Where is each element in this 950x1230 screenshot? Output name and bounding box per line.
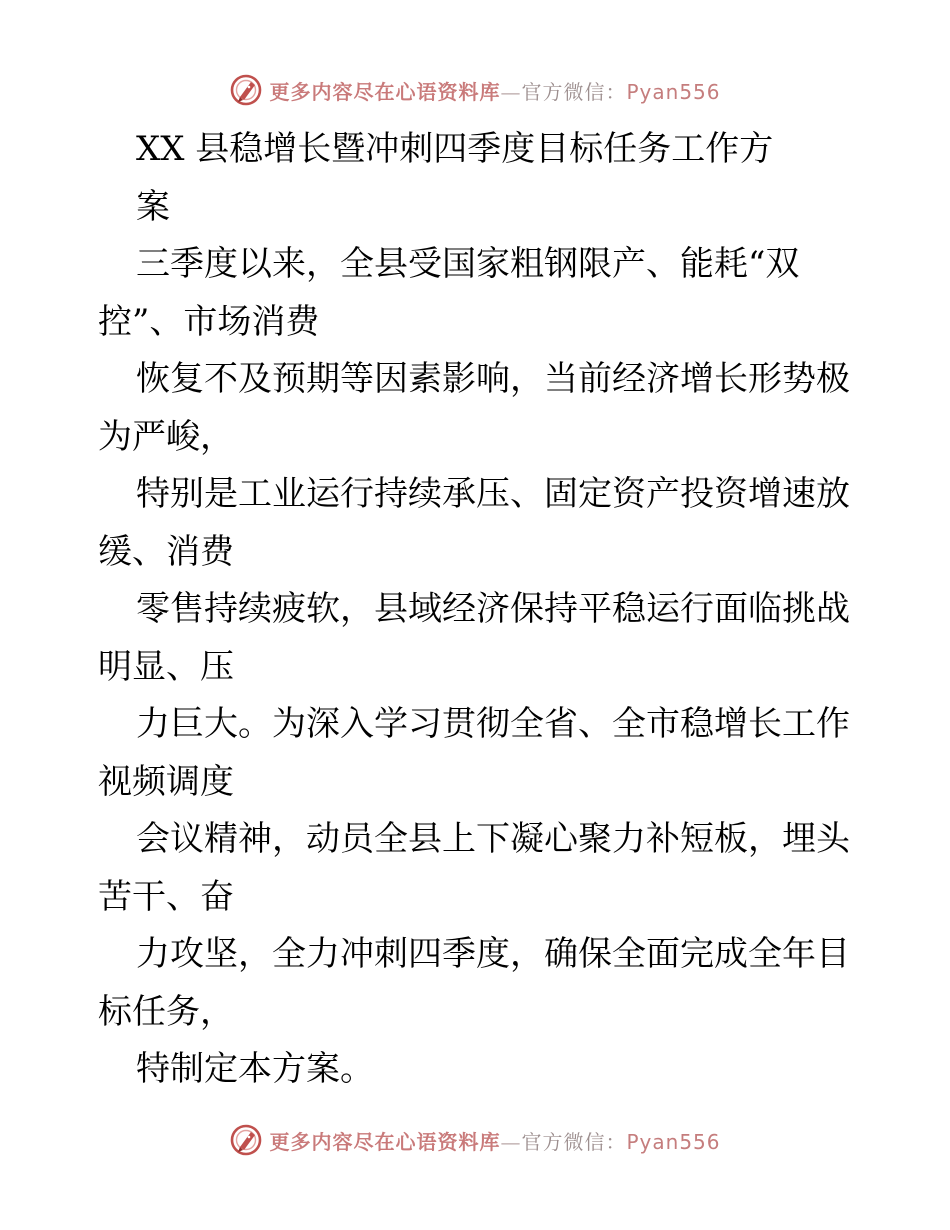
paragraph-line: 明显、压 (98, 646, 234, 687)
paragraph-line: 力攻坚，全力冲刺四季度，确保全面完成全年目 (136, 934, 850, 974)
paragraph-line: 零售持续疲软，县域经济保持平稳运行面临挑战 (136, 589, 850, 629)
pen-nib-logo-icon (229, 73, 263, 107)
header-banner (0, 70, 950, 110)
banner-wechat-label: 官方微信： (521, 79, 627, 104)
paragraph-line: 缓、消费 (98, 531, 234, 572)
banner-wechat-label: 官方微信： (521, 1129, 627, 1154)
title-line-1: XX 县稳增长暨冲刺四季度目标任务工作方 (136, 129, 774, 169)
banner-dash: — (500, 1129, 522, 1154)
title-line-2: 案 (136, 186, 170, 227)
footer-banner-text (269, 1126, 720, 1155)
paragraph-line: 为严峻， (98, 416, 234, 457)
banner-wechat-id: Pyan556 (626, 79, 721, 104)
header-banner-text (269, 76, 720, 105)
banner-dash: — (500, 79, 522, 104)
pen-nib-logo-icon (229, 1123, 263, 1157)
footer-banner (0, 1120, 950, 1160)
banner-slogan: 更多内容尽在心语资料库 (269, 1129, 501, 1154)
document-body (98, 121, 858, 1099)
paragraph-line: 视频调度 (98, 761, 234, 802)
banner-wechat-id: Pyan556 (626, 1129, 721, 1154)
paragraph-line: 特制定本方案。 (136, 1049, 374, 1089)
paragraph-line: 特别是工业运行持续承压、固定资产投资增速放 (136, 474, 850, 514)
paragraph-line: 会议精神，动员全县上下凝心聚力补短板，埋头 (136, 819, 850, 859)
paragraph-line: 标任务， (98, 991, 234, 1032)
paragraph-line: 三季度以来，全县受国家粗钢限产、能耗“双 (136, 244, 800, 284)
banner-slogan: 更多内容尽在心语资料库 (269, 79, 501, 104)
paragraph-line: 力巨大。为深入学习贯彻全省、全市稳增长工作 (136, 704, 850, 744)
paragraph-line: 苦干、奋 (98, 876, 234, 917)
paragraph-line: 控”、市场消费 (98, 301, 320, 342)
paragraph-line: 恢复不及预期等因素影响，当前经济增长形势极 (136, 359, 850, 399)
